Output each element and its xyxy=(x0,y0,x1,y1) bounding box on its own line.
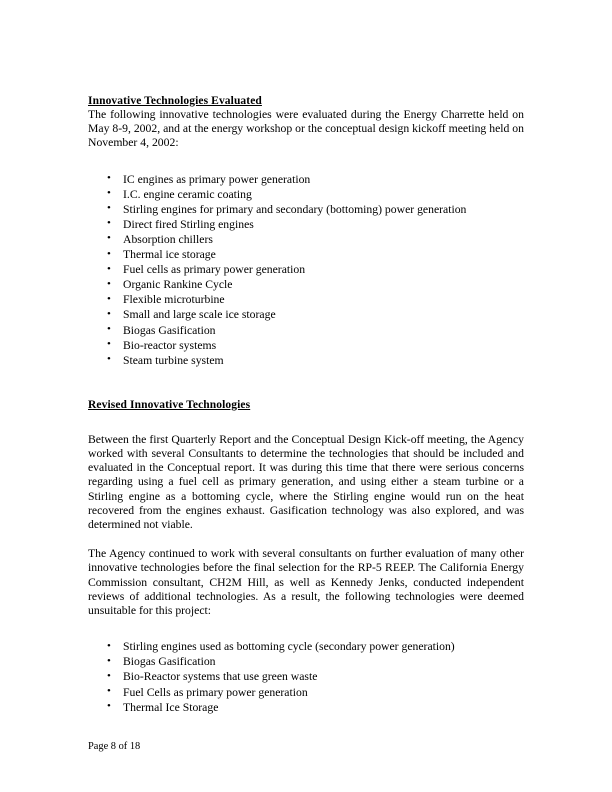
list-item: • Stirling engines used as bottoming cycle (secondary power generation) xyxy=(88,639,524,654)
page-content xyxy=(88,94,524,715)
spacer xyxy=(88,412,524,433)
spacer xyxy=(88,532,524,547)
list-item: • Flexible microturbine xyxy=(88,292,524,307)
list-item: • Organic Rankine Cycle xyxy=(88,277,524,292)
spacer xyxy=(88,151,524,172)
section-heading-innovative-technologies-evaluated: Innovative Technologies Evaluated xyxy=(88,95,262,107)
unsuitable-technologies-list xyxy=(88,639,524,714)
section-heading-revised-innovative-technologies: Revised Innovative Technologies xyxy=(88,398,251,411)
spacer xyxy=(88,368,524,398)
list-item: • Bio-Reactor systems that use green waste xyxy=(88,669,524,684)
revised-paragraph-2: The Agency continued to work with several consultants on further evaluation of many other innovative technologies before the final selection for the RP-5 REEP. The California Energy Commission consultant, CH2M Hill, as well as Kennedy Jenks, conducted independent reviews of additional technologies. As a result, the following technologies were deemed unsuitable for this project: xyxy=(88,547,524,618)
list-item: • Fuel cells as primary power generation xyxy=(88,262,524,277)
revised-paragraph-1: Between the first Quarterly Report and the Conceptual Design Kick-off meeting, the Agency worked with several Consultants to determine the technologies that should be included and evaluated in the Conceptual report. It was during this time that there were serious concerns regarding using a fuel cell as primary generation, and using either a steam turbine or a Stirling engine as a bottoming cycle, where the Stirling engine would run on the heat recovered from the engines exhaust. Gasification technology was also explored, and was determined not viable. xyxy=(88,432,524,532)
list-item: • Bio-reactor systems xyxy=(88,338,524,353)
list-item: • I.C. engine ceramic coating xyxy=(88,187,524,202)
list-item: • Thermal ice storage xyxy=(88,247,524,262)
list-item: • Small and large scale ice storage xyxy=(88,307,524,322)
list-item: • Biogas Gasification xyxy=(88,323,524,338)
list-item: • IC engines as primary power generation xyxy=(88,172,524,187)
spacer xyxy=(88,618,524,639)
list-item: • Direct fired Stirling engines xyxy=(88,217,524,232)
list-item: • Absorption chillers xyxy=(88,232,524,247)
list-item: • Stirling engines for primary and secondary (bottoming) power generation xyxy=(88,202,524,217)
evaluated-technologies-list xyxy=(88,172,524,368)
intro-paragraph: The following innovative technologies were evaluated during the Energy Charrette held on May 8-9, 2002, and at the energy workshop or the conceptual design kickoff meeting held on November 4, 2002: xyxy=(88,108,524,150)
list-item: • Thermal Ice Storage xyxy=(88,700,524,715)
list-item: • Steam turbine system xyxy=(88,353,524,368)
list-item: • Biogas Gasification xyxy=(88,654,524,669)
page-footer: Page 8 of 18 xyxy=(88,741,141,752)
list-item: • Fuel Cells as primary power generation xyxy=(88,685,524,700)
